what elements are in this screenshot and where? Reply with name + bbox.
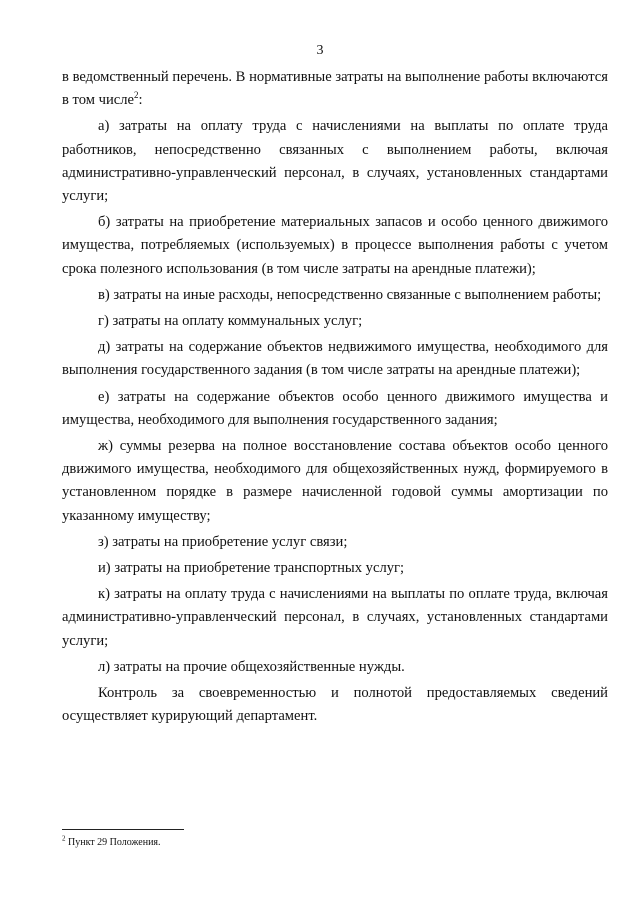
page-number: 3 (316, 43, 324, 58)
list-item-l: л) затраты на прочие общехозяйственные нужды. (98, 658, 405, 675)
list-item-e: е) затраты на содержание объектов особо ценного движимого имущества и имущества, необходимого для выполнения государственного задания; (62, 388, 608, 428)
list-item-a: а) затраты на оплату труда с начислениями на выплаты по оплате труда работников, непосредственно связанных с выполнением работы, включая административно-управленческий персонал, в случаях, установленных стандартами услуги; (62, 118, 608, 205)
footnote-number: 2 (62, 834, 66, 843)
list-item-g: г) затраты на оплату коммунальных услуг; (98, 313, 363, 330)
paragraph-intro-text: в ведомственный перечень. В нормативные затраты на выполнение работы включаются в том числе (62, 69, 608, 109)
paragraph-intro (62, 66, 608, 112)
footnote-separator (62, 829, 184, 830)
list-item-k: к) затраты на оплату труда с начислениями на выплаты по оплате труда, включая административно-управленческий персонал, в случаях, установленных стандартами услуги; (62, 586, 608, 649)
list-item-v: в) затраты на иные расходы, непосредственно связанные с выполнением работы; (98, 286, 602, 303)
footnote (62, 836, 161, 849)
paragraph-intro-colon: : (138, 92, 143, 109)
list-item-z: з) затраты на приобретение услуг связи; (98, 533, 348, 550)
footnote-reference: 2 (134, 90, 139, 101)
paragraph-control: Контроль за своевременностью и полнотой предоставляемых сведений осуществляет курирующий департамент. (62, 685, 608, 725)
footnote-text: Пункт 29 Положения. (65, 837, 161, 848)
body-text (62, 66, 608, 731)
list-item-d: д) затраты на содержание объектов недвижимого имущества, необходимого для выполнения государственного задания (в том числе затраты на арендные платежи); (62, 339, 608, 379)
list-item-b: б) затраты на приобретение материальных запасов и особо ценного движимого имущества, потребляемых (используемых) в процессе выполнения работы с учетом срока полезного использования (в том числе затраты на арендные платежи); (62, 214, 608, 277)
list-item-zh: ж) суммы резерва на полное восстановление состава объектов особо ценного движимого имущества, необходимого для общехозяйственных нужд, формируемого в установленном порядке в размере начисленной годовой суммы амортизации по указанному имуществу; (62, 438, 608, 524)
list-item-i: и) затраты на приобретение транспортных услуг; (98, 560, 405, 577)
